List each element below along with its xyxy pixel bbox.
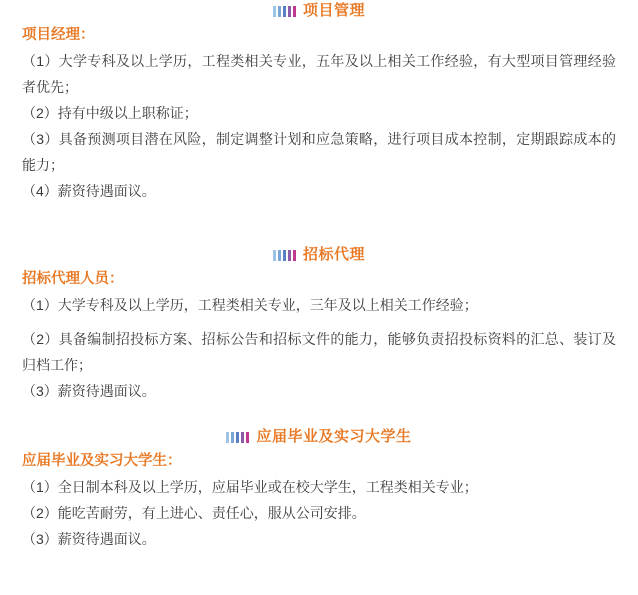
bars-decoration-icon: [226, 431, 249, 443]
requirement-item: （3）薪资待遇面议。: [22, 531, 156, 547]
role-title: 招标代理人员：: [22, 271, 124, 287]
section-heading: [22, 426, 616, 448]
role-title: 应届毕业及实习大学生：: [22, 453, 182, 469]
requirement-item: （1）大学专科及以上学历，工程类相关专业，三年及以上相关工作经验；: [22, 297, 478, 313]
requirement-item: （1）全日制本科及以上学历，应届毕业或在校大学生，工程类相关专业；: [22, 479, 478, 495]
requirement-item: （1）大学专科及以上学历，工程类相关专业，五年及以上相关工作经验，有大型项目管理经验者优先；: [22, 53, 616, 95]
spacer: [22, 204, 616, 244]
requirement-item: （3）具备预测项目潜在风险，制定调整计划和应急策略，进行项目成本控制，定期跟踪成本的能力；: [22, 131, 616, 173]
section-graduates-interns: [22, 426, 616, 552]
bars-decoration-icon: [273, 249, 296, 261]
bars-decoration-icon: [273, 5, 296, 17]
requirement-item: （2）持有中级以上职称证；: [22, 105, 198, 121]
requirement-item: （3）薪资待遇面议。: [22, 383, 156, 399]
requirement-item: （2）具备编制招投标方案、招标公告和招标文件的能力，能够负责招投标资料的汇总、装订及归档工作；: [22, 331, 616, 373]
role-title: 项目经理：: [22, 27, 95, 43]
section-bidding-agency: [22, 244, 616, 404]
section-project-management: [22, 0, 616, 204]
section-heading-label: 招标代理: [302, 246, 365, 263]
section-heading-label: 项目管理: [302, 2, 365, 19]
section-heading: [22, 244, 616, 266]
section-heading-label: 应届毕业及实习大学生: [256, 428, 412, 445]
spacer: [22, 404, 616, 426]
requirement-item: （4）薪资待遇面议。: [22, 183, 156, 199]
section-heading: [22, 0, 616, 22]
spacer: [22, 318, 616, 326]
requirement-item: （2）能吃苦耐劳，有上进心、责任心，服从公司安排。: [22, 505, 366, 521]
